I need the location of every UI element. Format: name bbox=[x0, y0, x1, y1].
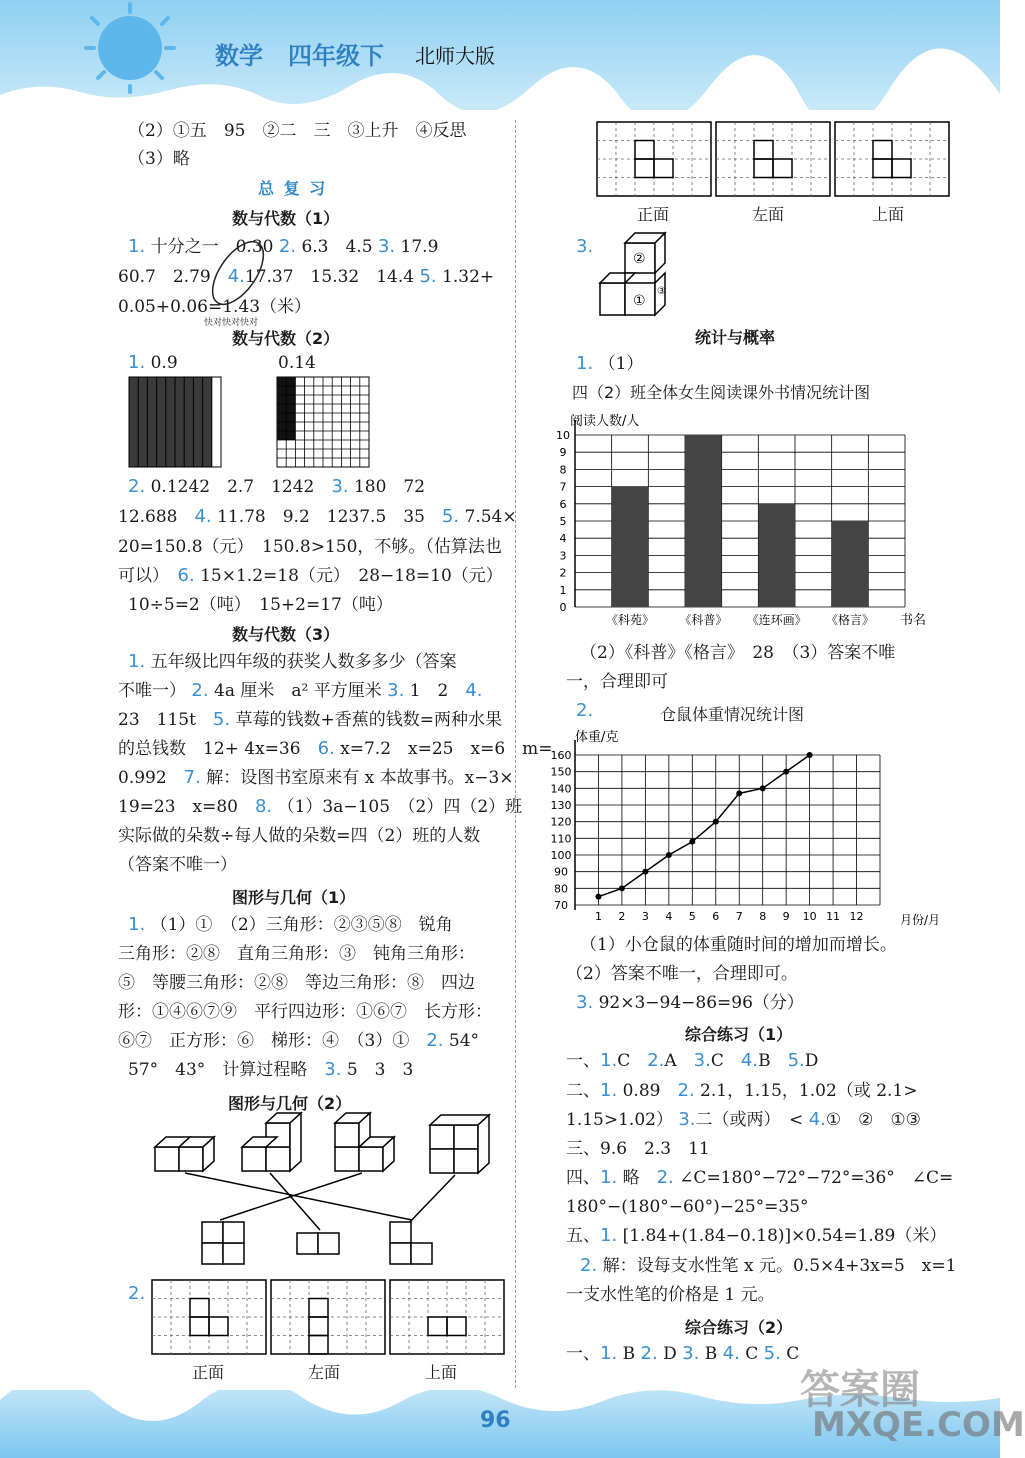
bar bbox=[685, 435, 722, 607]
section-title: 数与代数（2） bbox=[232, 329, 340, 348]
y-tick-label: 9 bbox=[559, 446, 567, 460]
view-label: 正面 bbox=[192, 1363, 225, 1382]
answer-line: 10÷5=2（吨） 15+2=17（吨） bbox=[128, 595, 393, 615]
bar bbox=[832, 521, 869, 607]
answer-line: 的总钱数 12+ 4x=36 6. x=7.2 x=25 x=6 m= bbox=[118, 738, 553, 759]
y-tick-label: 4 bbox=[559, 532, 567, 546]
data-point bbox=[807, 752, 813, 758]
y-tick-label: 140 bbox=[550, 782, 572, 796]
answer-line: 57° 43° 计算过程略 3. 5 3 3 bbox=[128, 1059, 414, 1080]
answer-line: 180°−(180°−60°)−25°=35° bbox=[566, 1197, 809, 1217]
answer-line: 0.05+0.06=1.43（米） bbox=[118, 297, 312, 317]
y-tick-label: 80 bbox=[554, 882, 568, 896]
x-tick-label: 11 bbox=[826, 910, 841, 923]
answer-line: （2）①五 95 ②二 三 ③上升 ④反思 bbox=[128, 121, 467, 141]
answer-line: 2. bbox=[576, 700, 594, 721]
y-tick-label: 110 bbox=[550, 832, 572, 846]
answer-line: （2）答案不唯一，合理即可。 bbox=[566, 964, 798, 984]
header-decoration bbox=[0, 0, 1000, 110]
answer-line: （答案不唯一） bbox=[118, 855, 237, 875]
answer-line: 2. 0.1242 2.7 1242 3. 180 72 bbox=[128, 476, 426, 497]
y-tick-label: 1 bbox=[559, 583, 567, 597]
y-axis-label: 体重/克 bbox=[575, 730, 619, 745]
y-tick-label: 7 bbox=[559, 480, 567, 494]
answer-line: 实际做的朵数÷每人做的朵数=四（2）班的人数 bbox=[118, 826, 481, 846]
x-tick-label: 6 bbox=[712, 910, 720, 923]
x-tick-label: 2 bbox=[618, 910, 626, 923]
answer-line: 1. （1） bbox=[576, 353, 644, 374]
answer-line: 形：①④⑥⑦⑨ 平行四边形：①⑥⑦ 长方形： bbox=[118, 1002, 492, 1022]
series-line bbox=[598, 755, 809, 897]
x-tick-label: 4 bbox=[665, 910, 673, 923]
y-axis-label: 阅读人数/人 bbox=[570, 414, 640, 429]
view-label: 正面 bbox=[637, 205, 670, 224]
y-tick-label: 6 bbox=[559, 497, 567, 511]
section-title: 综合练习（2） bbox=[685, 1318, 793, 1337]
data-point bbox=[619, 885, 625, 891]
y-tick-label: 130 bbox=[550, 799, 572, 812]
chart-title: 仓鼠体重情况统计图 bbox=[660, 705, 805, 724]
answer-line: ⑤ 等腰三角形：②⑧ 等边三角形：⑧ 四边 bbox=[118, 973, 475, 993]
answer-line: 1.15>1.02） 3.二（或两） < 4.① ② ①③ bbox=[566, 1109, 921, 1130]
question-number: 2. bbox=[128, 1283, 146, 1304]
cube-label: ② bbox=[633, 251, 646, 267]
x-tick-label: 12 bbox=[849, 910, 864, 923]
bar bbox=[758, 504, 795, 607]
answer-line: 23 115t 5. 草莓的钱数+香蕉的钱数=两种水果 bbox=[118, 709, 503, 730]
answer-line: 19=23 x=80 8. （1）3a−105 （2）四（2）班 bbox=[118, 796, 523, 817]
y-tick-label: 160 bbox=[550, 749, 572, 762]
section-title: 数与代数（1） bbox=[232, 209, 340, 228]
answer-line: 一，合理即可 bbox=[566, 672, 668, 692]
y-tick-label: 10 bbox=[556, 429, 570, 442]
answer-line: 12.688 4. 11.78 9.2 1237.5 35 5. 7.54× bbox=[118, 506, 517, 527]
answer-line: 一支水性笔的价格是 1 元。 bbox=[566, 1285, 775, 1305]
stamp-text: 快对快对快对 bbox=[204, 318, 259, 328]
answer-line: 五、1. [1.84+(1.84−0.18)]×0.54=1.89（米） bbox=[566, 1225, 947, 1246]
y-tick-label: 90 bbox=[554, 865, 568, 879]
answer-line: 一、1.C 2.A 3.C 4.B 5.D bbox=[566, 1050, 819, 1071]
three-view-grids-left bbox=[150, 1278, 495, 1358]
answer-line: （1）小仓鼠的体重随时间的增加而增长。 bbox=[580, 935, 897, 955]
sun-icon bbox=[86, 4, 174, 92]
chart-title: 四（2）班全体女生阅读课外书情况统计图 bbox=[572, 383, 871, 402]
data-point bbox=[595, 894, 601, 900]
answer-line: 0.14 bbox=[278, 353, 316, 373]
header-band bbox=[0, 0, 1000, 110]
answer-line: 2. 解：设每支水性笔 x 元。0.5×4+3x=5 x=1 bbox=[580, 1255, 957, 1276]
y-tick-label: 70 bbox=[554, 899, 568, 912]
question-number: 3. bbox=[576, 236, 594, 257]
y-tick-label: 3 bbox=[559, 549, 567, 563]
x-tick-label: 《科苑》 bbox=[605, 613, 655, 627]
section-title-total-review: 总 复 习 bbox=[258, 179, 328, 198]
x-tick-label: 7 bbox=[735, 910, 743, 923]
y-tick-label: 2 bbox=[559, 566, 567, 580]
data-point bbox=[666, 852, 672, 858]
view-label: 左面 bbox=[308, 1363, 341, 1382]
hand-stamp-icon bbox=[200, 235, 280, 315]
answer-line: 3. 92×3−94−86=96（分） bbox=[576, 992, 804, 1013]
answer-line: 0.992 7. 解：设图书室原来有 x 本故事书。x−3× bbox=[118, 767, 514, 788]
section-title: 统计与概率 bbox=[695, 328, 776, 347]
section-title: 数与代数（3） bbox=[232, 625, 340, 644]
x-tick-label: 10 bbox=[802, 910, 817, 923]
answer-line: 1. 0.9 bbox=[128, 352, 178, 373]
x-tick-label: 《科普》 bbox=[679, 613, 728, 627]
header-grade: 四年级下 bbox=[288, 42, 384, 70]
x-axis-label: 书名 bbox=[900, 613, 927, 628]
decimal-grid-0.9 bbox=[128, 376, 222, 468]
cube-label: ③ bbox=[657, 286, 666, 297]
answer-line: 二、1. 0.89 2. 2.1，1.15，1.02（或 2.1> bbox=[566, 1080, 918, 1101]
cube-matching-figure bbox=[150, 1115, 490, 1275]
bar bbox=[612, 487, 649, 607]
answer-line: （2）《科普》《格言》 28 （3）答案不唯 bbox=[580, 643, 896, 663]
x-tick-label: 1 bbox=[594, 910, 602, 923]
data-point bbox=[713, 819, 719, 825]
header-edition: 北师大版 bbox=[415, 44, 495, 68]
page-number: 96 bbox=[480, 1408, 511, 1433]
y-tick-label: 120 bbox=[550, 815, 572, 829]
three-view-grids-right bbox=[595, 120, 950, 200]
answer-line: 三、9.6 2.3 11 bbox=[566, 1139, 710, 1159]
y-tick-label: 100 bbox=[550, 849, 572, 862]
data-point bbox=[783, 769, 789, 775]
view-label: 左面 bbox=[752, 205, 785, 224]
answer-line: 不唯一） 2. 4a 厘米 a² 平方厘米 3. 1 2 4. bbox=[118, 680, 483, 701]
data-point bbox=[689, 839, 695, 845]
y-tick-label: 150 bbox=[550, 765, 572, 779]
cube-stack-figure bbox=[595, 228, 675, 323]
answer-line: 1. （1）① （2）三角形：②③⑤⑧ 锐角 bbox=[128, 914, 453, 935]
data-point bbox=[736, 790, 742, 796]
section-title: 综合练习（1） bbox=[685, 1025, 793, 1044]
x-tick-label: 9 bbox=[782, 910, 790, 923]
y-tick-label: 8 bbox=[559, 463, 567, 477]
view-label: 上面 bbox=[425, 1363, 458, 1382]
answer-line: 20=150.8（元） 150.8>150，不够。（估算法也 bbox=[118, 537, 502, 557]
y-tick-label: 0 bbox=[559, 601, 567, 614]
answer-line: （3）略 bbox=[128, 149, 190, 169]
x-axis-label: 月份/月 bbox=[900, 913, 941, 927]
header-subject: 数学 bbox=[215, 42, 263, 70]
answer-line: ⑥⑦ 正方形：⑥ 梯形：④ （3）① 2. 54° bbox=[118, 1030, 480, 1051]
x-tick-label: 《连环画》 bbox=[746, 613, 807, 627]
bar-chart bbox=[530, 405, 950, 635]
view-label: 上面 bbox=[872, 205, 905, 224]
x-tick-label: 《格言》 bbox=[825, 613, 875, 627]
answer-line: 1. 十分之一 0.30 2. 6.3 4.5 3. 17.9 bbox=[128, 236, 439, 257]
cube-label: ① bbox=[633, 293, 646, 309]
data-point bbox=[642, 869, 648, 875]
data-point bbox=[760, 785, 766, 791]
line-chart bbox=[530, 725, 960, 930]
answer-line: 一、1. B 2. D 3. B 4. C 5. C bbox=[566, 1343, 800, 1364]
x-tick-label: 5 bbox=[688, 910, 696, 923]
answer-line: 1. 五年级比四年级的获奖人数多多少（答案 bbox=[128, 651, 457, 672]
answer-line: 三角形：②⑧ 直角三角形：③ 钝角三角形： bbox=[118, 944, 475, 964]
decimal-grid-0.14 bbox=[276, 376, 370, 468]
answer-line: 60.7 2.79 4.17.37 15.32 14.4 5. 1.32+ bbox=[118, 266, 495, 287]
y-tick-label: 5 bbox=[559, 515, 567, 528]
answer-line: 四、1. 略 2. ∠C=180°−72°−72°=36° ∠C= bbox=[566, 1167, 954, 1188]
x-tick-label: 8 bbox=[759, 910, 767, 923]
answer-line: 可以） 6. 15×1.2=18（元） 28−18=10（元） bbox=[118, 565, 503, 586]
x-tick-label: 3 bbox=[641, 910, 649, 923]
watermark-text: 答案圈 bbox=[800, 1367, 920, 1413]
section-title: 图形与几何（1） bbox=[232, 888, 356, 907]
section-title: 图形与几何（2） bbox=[228, 1094, 352, 1113]
watermark-domain: MXQE.COM bbox=[812, 1405, 1025, 1445]
